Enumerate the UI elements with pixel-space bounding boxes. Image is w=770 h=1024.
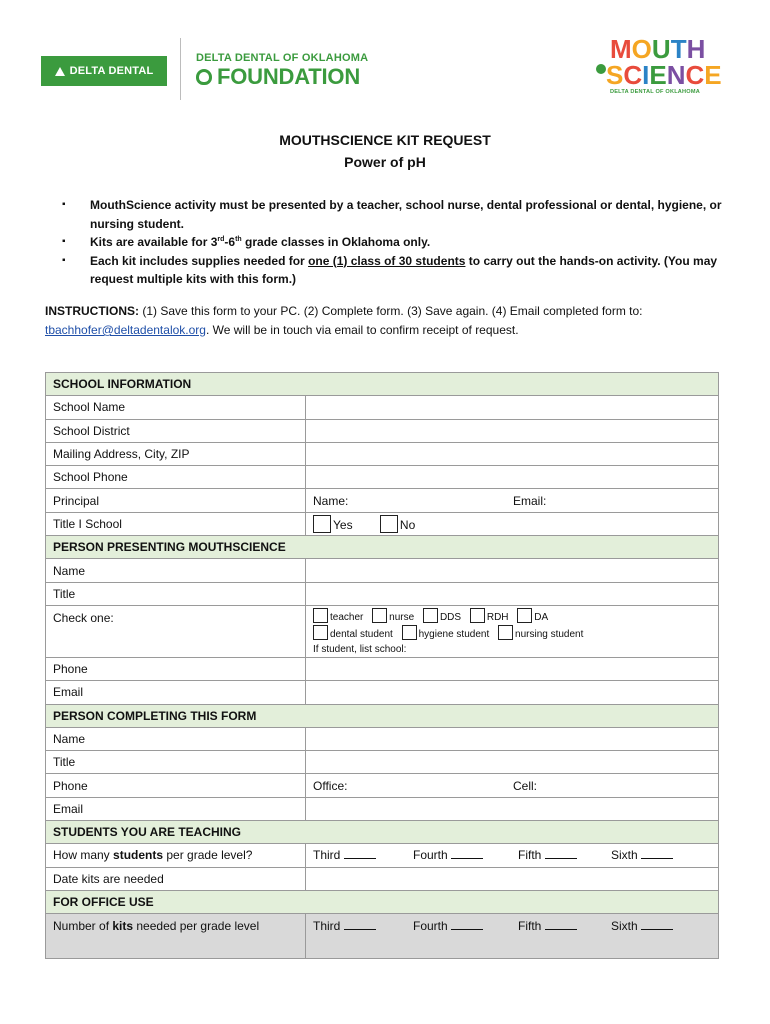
science-tool-icon — [596, 64, 606, 74]
field-label: Phone — [46, 774, 306, 797]
field-label: How many students per grade level? — [46, 844, 306, 867]
nurse-checkbox[interactable] — [372, 608, 387, 623]
mouthscience-logo-subtitle: DELTA DENTAL OF OKLAHOMA — [610, 89, 700, 95]
nursing-student-checkbox[interactable] — [498, 625, 513, 640]
field-label: Email — [46, 797, 306, 820]
email-link[interactable]: tbachhofer@deltadentalok.org — [45, 323, 206, 337]
foundation-name-line2: FOUNDATION — [196, 64, 360, 90]
grade-label: Fourth — [413, 848, 448, 863]
table-row — [46, 657, 719, 680]
section-header-row — [46, 821, 719, 844]
if-student-school-input[interactable]: If student, list school: — [313, 643, 407, 655]
grade-label: Third — [313, 848, 341, 863]
request-form-table — [45, 372, 719, 959]
table-row — [46, 512, 719, 535]
table-row — [46, 605, 719, 657]
presenter-name-input[interactable] — [306, 559, 719, 582]
sixth-students-input[interactable] — [641, 848, 673, 859]
mouthscience-logo — [596, 34, 722, 100]
grade-label: Sixth — [611, 848, 638, 863]
presenter-email-input[interactable] — [306, 681, 719, 704]
form-subtitle: Power of pH — [344, 154, 426, 170]
section-header-row — [46, 373, 719, 396]
dental-student-checkbox[interactable] — [313, 625, 328, 640]
table-row — [46, 396, 719, 419]
table-row — [46, 844, 719, 867]
ms-letter: S — [606, 60, 624, 90]
field-label: Check one: — [46, 605, 306, 657]
completer-email-input[interactable] — [306, 797, 719, 820]
field-label: Name — [46, 559, 306, 582]
school-phone-input[interactable] — [306, 466, 719, 489]
table-row — [46, 582, 719, 605]
ms-letter: I — [642, 60, 650, 90]
fourth-students-input[interactable] — [451, 848, 483, 859]
mouthscience-logo-line2 — [606, 62, 722, 88]
bullet-supplies: ▪ Each kit includes supplies needed for one (1) class of 30 students to carry out the hands-on activity. (You may request multiple kits with this form.) — [62, 252, 732, 289]
school-district-input[interactable] — [306, 419, 719, 442]
third-students-input[interactable] — [344, 848, 376, 859]
date-needed-input[interactable] — [306, 867, 719, 890]
completer-name-input[interactable] — [306, 727, 719, 750]
table-row — [46, 419, 719, 442]
fifth-kits-input[interactable] — [545, 919, 577, 930]
grade-label: Sixth — [611, 919, 638, 934]
delta-dental-logo: DELTA DENTAL — [41, 56, 167, 86]
presenter-phone-input[interactable] — [306, 657, 719, 680]
field-label: School Name — [46, 396, 306, 419]
principal-input[interactable] — [306, 489, 719, 512]
table-row — [46, 774, 719, 797]
dds-checkbox[interactable] — [423, 608, 438, 623]
section-header-row — [46, 704, 719, 727]
table-row — [46, 466, 719, 489]
cell-phone-label: Cell: — [513, 778, 538, 793]
field-label: Title — [46, 751, 306, 774]
requirements-list — [62, 196, 732, 289]
field-label: Title I School — [46, 512, 306, 535]
ms-letter: C — [685, 60, 705, 90]
fifth-students-input[interactable] — [545, 848, 577, 859]
ms-letter: U — [651, 34, 671, 64]
table-row — [46, 914, 719, 959]
grade-label: Fifth — [518, 848, 542, 863]
field-label: Phone — [46, 657, 306, 680]
foundation-name-line1: DELTA DENTAL OF OKLAHOMA — [196, 52, 369, 64]
field-label: Principal — [46, 489, 306, 512]
table-row — [46, 489, 719, 512]
school-name-input[interactable] — [306, 396, 719, 419]
fourth-kits-input[interactable] — [451, 919, 483, 930]
bullet-grades: ▪ Kits are available for 3rd-6th grade classes in Oklahoma only. — [62, 233, 732, 252]
sixth-kits-input[interactable] — [641, 919, 673, 930]
section-students: STUDENTS YOU ARE TEACHING — [46, 821, 719, 844]
section-header-row — [46, 536, 719, 559]
field-label: Mailing Address, City, ZIP — [46, 442, 306, 465]
presenter-role-options: teacher nurse DDS RDH DA dental student hygiene student nursing student If student, list school: — [306, 605, 719, 657]
completer-title-input[interactable] — [306, 751, 719, 774]
da-checkbox[interactable] — [517, 608, 532, 623]
ms-letter: T — [670, 34, 687, 64]
office-phone-label: Office: — [313, 778, 348, 793]
field-label: Email — [46, 681, 306, 704]
yes-checkbox[interactable] — [313, 515, 331, 533]
principal-name-label: Name: — [313, 493, 349, 508]
completer-phone-input[interactable] — [306, 774, 719, 797]
table-row — [46, 727, 719, 750]
instructions-label: INSTRUCTIONS: — [45, 304, 139, 318]
students-per-grade-inputs[interactable] — [306, 844, 719, 867]
ms-letter: C — [623, 60, 643, 90]
heart-icon — [196, 69, 212, 85]
ms-letter: H — [686, 34, 706, 64]
rdh-checkbox[interactable] — [470, 608, 485, 623]
form-title: MOUTHSCIENCE KIT REQUEST — [279, 132, 491, 148]
section-office-use: FOR OFFICE USE — [46, 890, 719, 913]
grade-label: Fifth — [518, 919, 542, 934]
instructions: INSTRUCTIONS: (1) Save this form to your PC. (2) Complete form. (3) Save again. (4) Email completed form to: tbachhofer@deltadentalok.org. We will be in touch via email to confirm receipt of request. — [45, 304, 643, 337]
grade-label: Third — [313, 919, 341, 934]
header-divider — [180, 38, 181, 100]
kits-per-grade-inputs[interactable] — [306, 914, 719, 959]
section-person-completing: PERSON COMPLETING THIS FORM — [46, 704, 719, 727]
section-header-row — [46, 890, 719, 913]
delta-triangle-icon — [55, 67, 65, 76]
table-row — [46, 559, 719, 582]
field-label: Number of kits needed per grade level — [46, 914, 306, 959]
field-label: Date kits are needed — [46, 867, 306, 890]
table-row — [46, 681, 719, 704]
no-checkbox[interactable] — [380, 515, 398, 533]
table-row — [46, 442, 719, 465]
field-label: School District — [46, 419, 306, 442]
mailing-address-input[interactable] — [306, 442, 719, 465]
ms-letter: M — [610, 34, 632, 64]
ms-letter: N — [666, 60, 686, 90]
teacher-checkbox[interactable] — [313, 608, 328, 623]
title1-options: Yes No — [306, 512, 719, 535]
ms-letter: O — [631, 34, 652, 64]
ms-letter: E — [704, 60, 722, 90]
grade-label: Fourth — [413, 919, 448, 934]
ms-letter: E — [649, 60, 667, 90]
hygiene-student-checkbox[interactable] — [402, 625, 417, 640]
table-row — [46, 797, 719, 820]
field-label: School Phone — [46, 466, 306, 489]
field-label: Title — [46, 582, 306, 605]
bullet-presenter: ▪ MouthScience activity must be presented by a teacher, school nurse, dental professional or dental, hygiene, or nursing student. — [62, 196, 732, 233]
section-school-information: SCHOOL INFORMATION — [46, 373, 719, 396]
section-person-presenting: PERSON PRESENTING MOUTHSCIENCE — [46, 536, 719, 559]
table-row — [46, 867, 719, 890]
principal-email-label: Email: — [513, 493, 547, 508]
table-row — [46, 751, 719, 774]
third-kits-input[interactable] — [344, 919, 376, 930]
presenter-title-input[interactable] — [306, 582, 719, 605]
field-label: Name — [46, 727, 306, 750]
mouthscience-logo-line1 — [610, 36, 705, 62]
